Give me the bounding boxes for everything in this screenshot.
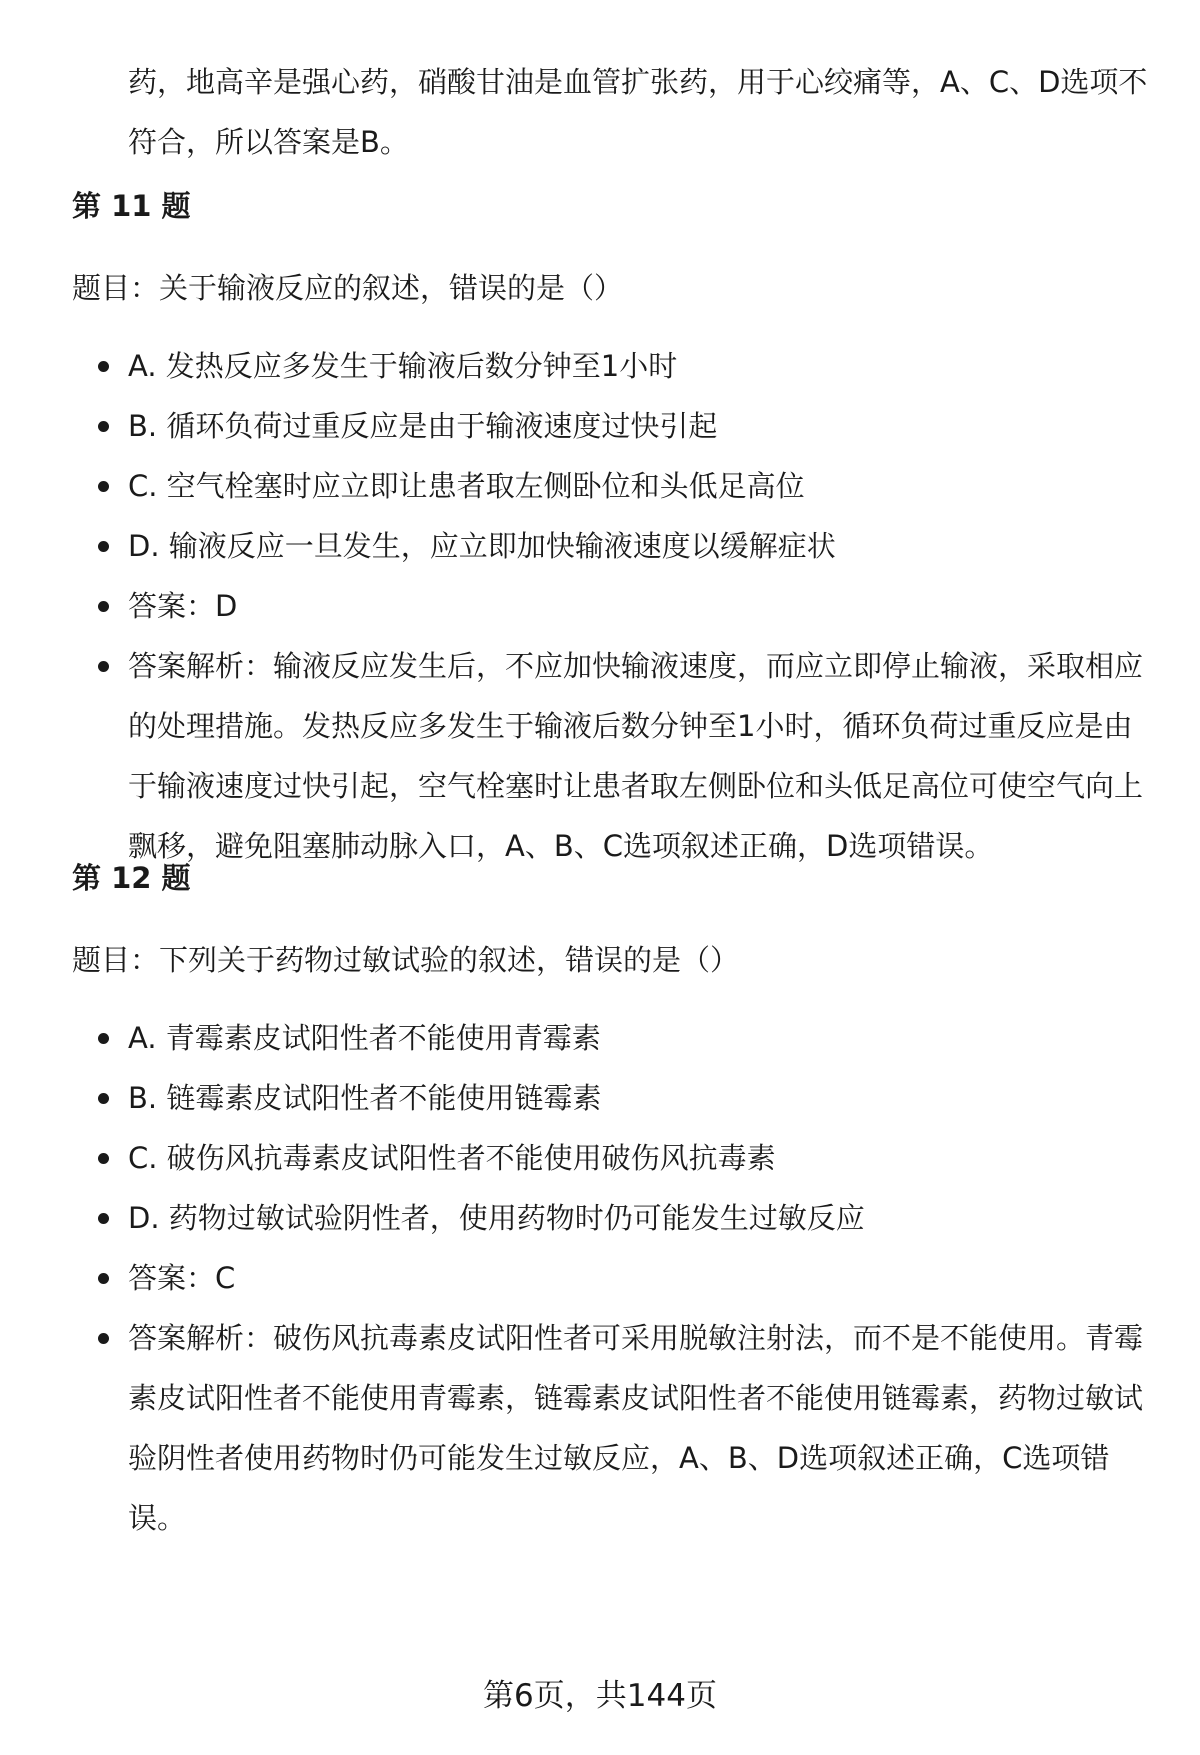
bullet-icon [98, 1033, 109, 1044]
page-number-footer: 第6页，共144页 [483, 1678, 717, 1714]
question-11-options [0, 336, 1200, 876]
question-11-option-c: C. 空气栓塞时应立即让患者取左侧卧位和头低足高位 [0, 456, 1200, 516]
bullet-icon [98, 361, 109, 372]
question-12-option-b: B. 链霉素皮试阳性者不能使用链霉素 [0, 1068, 1200, 1128]
question-12-answer: 答案：C [0, 1248, 1200, 1308]
question-11-text: 题目：关于输液反应的叙述，错误的是（） [72, 271, 624, 305]
question-12-explanation: 答案解析：破伤风抗毒素皮试阳性者可采用脱敏注射法，而不是不能使用。青霉素皮试阳性者不能使用青霉素，链霉素皮试阳性者不能使用链霉素，药物过敏试验阴性者使用药物时仍可能发生过敏反应，A、B、D选项叙述正确，C选项错误。 [0, 1308, 1200, 1548]
question-12-option-d: D. 药物过敏试验阴性者，使用药物时仍可能发生过敏反应 [0, 1188, 1200, 1248]
bullet-icon [98, 1333, 109, 1344]
question-12-option-a: A. 青霉素皮试阳性者不能使用青霉素 [0, 1008, 1200, 1068]
question-11-answer: 答案：D [0, 576, 1200, 636]
bullet-icon [98, 1093, 109, 1104]
question-11-explanation: 答案解析：输液反应发生后，不应加快输液速度，而应立即停止输液，采取相应的处理措施。发热反应多发生于输液后数分钟至1小时，循环负荷过重反应是由于输液速度过快引起，空气栓塞时让患者取左侧卧位和头低足高位可使空气向上飘移，避免阻塞肺动脉入口，A、B、C选项叙述正确，D选项错误。 [0, 636, 1200, 876]
question-12-options [0, 1008, 1200, 1548]
previous-explanation-continuation: 药，地高辛是强心药，硝酸甘油是血管扩张药，用于心绞痛等，A、C、D选项不符合，所以答案是B。 [128, 65, 1148, 159]
bullet-icon [98, 481, 109, 492]
question-12-heading: 第 12 题 [72, 861, 191, 895]
question-11-option-a: A. 发热反应多发生于输液后数分钟至1小时 [0, 336, 1200, 396]
bullet-icon [98, 541, 109, 552]
bullet-icon [98, 1213, 109, 1224]
question-11-heading: 第 11 题 [72, 189, 191, 223]
bullet-icon [98, 601, 109, 612]
question-12-option-c: C. 破伤风抗毒素皮试阳性者不能使用破伤风抗毒素 [0, 1128, 1200, 1188]
bullet-icon [98, 1273, 109, 1284]
bullet-icon [98, 661, 109, 672]
question-11-option-d: D. 输液反应一旦发生，应立即加快输液速度以缓解症状 [0, 516, 1200, 576]
question-11-option-b: B. 循环负荷过重反应是由于输液速度过快引起 [0, 396, 1200, 456]
question-12-text: 题目：下列关于药物过敏试验的叙述，错误的是（） [72, 943, 740, 977]
bullet-icon [98, 1153, 109, 1164]
bullet-icon [98, 421, 109, 432]
